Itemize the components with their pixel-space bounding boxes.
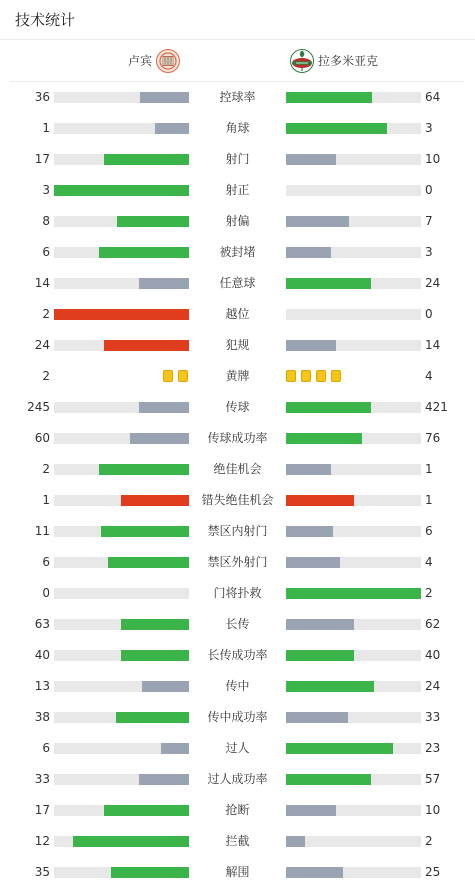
away-stat-bar [286, 247, 421, 258]
home-stat-value: 63 [34, 617, 50, 631]
home-stat-value: 14 [34, 276, 50, 290]
stat-row [0, 609, 475, 640]
home-stat-bar [54, 526, 189, 537]
away-stat-value: 10 [425, 152, 441, 166]
stat-row [0, 237, 475, 268]
home-stat-value: 12 [34, 834, 50, 848]
stat-row [0, 392, 475, 423]
stat-row [0, 299, 475, 330]
home-stat-bar [54, 836, 189, 847]
away-stat-value: 1 [425, 493, 433, 507]
home-stat-value: 40 [34, 648, 50, 662]
home-stat-value: 1 [42, 121, 50, 135]
home-stat-bar [54, 681, 189, 692]
stat-row [0, 113, 475, 144]
away-stat-value: 14 [425, 338, 441, 352]
stat-row [0, 330, 475, 361]
home-stat-bar [54, 278, 189, 289]
home-stat-bar [54, 216, 189, 227]
stat-row [0, 454, 475, 485]
home-stat-value: 11 [34, 524, 50, 538]
stat-label: 解围 [225, 865, 250, 879]
stat-label: 角球 [225, 121, 250, 135]
stat-label: 传球 [225, 400, 250, 414]
home-stat-value: 33 [34, 772, 50, 786]
home-stat-value: 3 [42, 183, 50, 197]
home-stat-value: 13 [34, 679, 50, 693]
stat-row [0, 640, 475, 671]
stat-label: 抢断 [225, 803, 250, 817]
home-stat-bar-fill [73, 836, 189, 847]
away-stat-bar [286, 216, 421, 227]
home-stat-bar [54, 774, 189, 785]
home-team[interactable] [128, 40, 180, 81]
yellow-card-icon [163, 370, 173, 382]
home-stat-bar [54, 743, 189, 754]
home-stat-value: 1 [42, 493, 50, 507]
away-stat-bar [286, 92, 421, 103]
away-stat-bar [286, 681, 421, 692]
away-stat-bar [286, 433, 421, 444]
away-stat-bar-fill [286, 433, 362, 444]
home-stat-bar [54, 557, 189, 568]
home-stat-bar-fill [139, 278, 189, 289]
away-stat-value: 2 [425, 834, 433, 848]
away-stat-bar [286, 743, 421, 754]
away-stat-value: 3 [425, 245, 433, 259]
stat-label: 过人 [225, 741, 250, 755]
home-stat-bar-fill [54, 309, 189, 320]
away-stat-bar-fill [286, 836, 305, 847]
home-stat-bar-fill [116, 712, 189, 723]
away-stat-bar [286, 495, 421, 506]
yellow-card-icon [178, 370, 188, 382]
stat-row [0, 702, 475, 733]
away-stat-value: 10 [425, 803, 441, 817]
away-stat-bar [286, 123, 421, 134]
yellow-card-icon [316, 370, 326, 382]
home-team-name[interactable]: 卢宾 [127, 54, 152, 68]
yellow-card-icon [286, 370, 296, 382]
home-stat-bar-fill [161, 743, 189, 754]
away-stat-bar-fill [286, 402, 371, 413]
home-stat-bar-fill [111, 867, 189, 878]
away-stat-bar-fill [286, 216, 349, 227]
home-stat-bar-fill [54, 185, 189, 196]
home-stat-value: 6 [42, 555, 50, 569]
away-stat-value: 24 [425, 679, 441, 693]
away-stat-bar-fill [286, 650, 354, 661]
away-stat-bar-fill [286, 712, 348, 723]
home-stat-bar [54, 247, 189, 258]
home-stat-value: 36 [34, 90, 50, 104]
home-stat-bar [54, 805, 189, 816]
home-stat-bar-fill [121, 619, 189, 630]
away-stat-bar [286, 154, 421, 165]
home-stat-value: 2 [42, 369, 50, 383]
stat-row [0, 144, 475, 175]
away-stat-bar-fill [286, 278, 371, 289]
home-stat-value: 0 [42, 586, 50, 600]
stat-label: 越位 [225, 307, 250, 321]
away-stat-value: 40 [425, 648, 441, 662]
away-stat-value: 3 [425, 121, 433, 135]
stat-label: 拦截 [225, 834, 250, 848]
home-stat-bar-fill [104, 340, 189, 351]
stat-label: 射正 [225, 183, 250, 197]
away-stat-value: 24 [425, 276, 441, 290]
stat-row [0, 733, 475, 764]
stat-label: 长传 [225, 617, 250, 631]
stat-row [0, 578, 475, 609]
home-stat-bar [54, 712, 189, 723]
away-stat-value: 6 [425, 524, 433, 538]
home-stat-bar-fill [108, 557, 189, 568]
home-stat-bar-fill [130, 433, 189, 444]
home-stat-bar-fill [155, 123, 189, 134]
stat-label: 传球成功率 [207, 431, 268, 445]
stat-row [0, 764, 475, 795]
away-stat-bar-fill [286, 495, 354, 506]
away-team-name[interactable]: 拉多米亚克 [318, 54, 379, 68]
away-stat-value: 23 [425, 741, 441, 755]
stat-row [0, 82, 475, 113]
home-stat-value: 17 [34, 803, 50, 817]
home-stat-bar [54, 123, 189, 134]
stat-label: 长传成功率 [207, 648, 268, 662]
stat-label: 射偏 [225, 214, 250, 228]
away-stat-value: 0 [425, 307, 433, 321]
stat-label: 被封堵 [219, 245, 256, 259]
home-stat-bar-fill [99, 247, 189, 258]
away-team[interactable] [290, 40, 378, 81]
stat-label: 传中 [225, 679, 250, 693]
away-stat-bar-fill [286, 619, 354, 630]
home-stat-bar [54, 464, 189, 475]
away-stat-bar-fill [286, 123, 387, 134]
stat-label: 射门 [225, 152, 250, 166]
away-stat-bar [286, 867, 421, 878]
away-stat-bar [286, 402, 421, 413]
stat-label: 绝佳机会 [213, 462, 262, 476]
home-stat-value: 6 [42, 245, 50, 259]
yellow-card-icon [301, 370, 311, 382]
team-header-row [10, 40, 465, 82]
home-stat-bar [54, 92, 189, 103]
home-stat-bar-fill [104, 154, 189, 165]
away-stat-value: 421 [425, 400, 448, 414]
home-stat-value: 17 [34, 152, 50, 166]
away-stat-value: 64 [425, 90, 441, 104]
home-stat-bar-fill [101, 526, 189, 537]
away-stat-value: 2 [425, 586, 433, 600]
away-stat-bar-fill [286, 867, 343, 878]
stat-label: 禁区内射门 [207, 524, 268, 538]
radomiak-crest-icon [290, 49, 314, 73]
home-stat-bar [54, 619, 189, 630]
away-stat-value: 7 [425, 214, 433, 228]
stat-row [0, 361, 475, 392]
stat-label: 传中成功率 [207, 710, 268, 724]
stat-row [0, 671, 475, 702]
home-stat-value: 8 [42, 214, 50, 228]
away-stat-bar-fill [286, 805, 336, 816]
home-stat-bar-fill [142, 681, 189, 692]
home-stat-bar-fill [99, 464, 189, 475]
away-stat-bar [286, 526, 421, 537]
stat-label: 任意球 [219, 276, 256, 290]
stat-label: 错失绝佳机会 [201, 493, 274, 507]
away-stat-bar [286, 309, 421, 320]
away-stat-value: 1 [425, 462, 433, 476]
stat-label: 禁区外射门 [207, 555, 268, 569]
home-stat-bar [54, 588, 189, 599]
away-stat-value: 4 [425, 369, 433, 383]
away-stat-bar-fill [286, 557, 340, 568]
stat-row [0, 516, 475, 547]
stat-row [0, 268, 475, 299]
away-stat-bar-fill [286, 154, 336, 165]
home-stat-value: 24 [34, 338, 50, 352]
home-stat-value: 38 [34, 710, 50, 724]
yellow-card-icon [331, 370, 341, 382]
stat-label: 控球率 [219, 90, 256, 104]
away-stat-bar [286, 774, 421, 785]
away-stat-bar [286, 557, 421, 568]
away-stat-value: 0 [425, 183, 433, 197]
away-stat-value: 76 [425, 431, 441, 445]
away-stat-bar [286, 185, 421, 196]
away-stat-bar [286, 278, 421, 289]
stat-row [0, 485, 475, 516]
away-stat-bar-fill [286, 588, 421, 599]
stats-header [0, 0, 475, 40]
stat-label: 过人成功率 [207, 772, 268, 786]
home-stat-bar [54, 185, 189, 196]
away-stat-bar [286, 836, 421, 847]
home-stat-value: 2 [42, 307, 50, 321]
away-stat-bar [286, 805, 421, 816]
away-stat-bar [286, 340, 421, 351]
stat-row [0, 857, 475, 888]
home-stat-bar-fill [104, 805, 189, 816]
away-stat-bar-fill [286, 92, 372, 103]
home-stat-value: 6 [42, 741, 50, 755]
away-stat-value: 62 [425, 617, 441, 631]
away-stat-bar-fill [286, 247, 331, 258]
stats-list [0, 82, 475, 888]
stat-row [0, 206, 475, 237]
stat-label: 黄牌 [225, 369, 250, 383]
stat-row [0, 547, 475, 578]
away-stat-value: 57 [425, 772, 441, 786]
home-stat-bar-fill [139, 402, 189, 413]
home-stat-bar [54, 340, 189, 351]
away-stat-bar [286, 464, 421, 475]
home-stat-value: 245 [27, 400, 50, 414]
away-stat-bar-fill [286, 681, 374, 692]
away-stat-bar-fill [286, 340, 336, 351]
away-stat-bar-fill [286, 464, 331, 475]
away-stat-value: 33 [425, 710, 441, 724]
away-stat-bar [286, 712, 421, 723]
away-stat-bar-fill [286, 774, 371, 785]
home-stat-bar [54, 402, 189, 413]
home-stat-bar-fill [140, 92, 189, 103]
home-stat-bar-fill [117, 216, 189, 227]
away-stat-bar [286, 650, 421, 661]
zaglebie-lubin-crest-icon [156, 49, 180, 73]
stat-row [0, 423, 475, 454]
home-stat-bar-fill [121, 650, 189, 661]
away-stat-value: 25 [425, 865, 441, 879]
away-stat-bar [286, 588, 421, 599]
home-stat-bar [54, 433, 189, 444]
home-stat-bar-fill [139, 774, 189, 785]
home-stat-bar-fill [121, 495, 189, 506]
stat-row [0, 795, 475, 826]
stat-label: 犯规 [225, 338, 250, 352]
home-stat-value: 60 [34, 431, 50, 445]
home-stat-bar [54, 650, 189, 661]
home-stat-bar [54, 495, 189, 506]
stat-row [0, 826, 475, 857]
stat-label: 门将扑救 [213, 586, 262, 600]
home-stat-bar [54, 867, 189, 878]
away-stat-bar [286, 619, 421, 630]
home-stat-value: 2 [42, 462, 50, 476]
page-title: 技术统计 [15, 11, 76, 29]
away-stat-value: 4 [425, 555, 433, 569]
home-stat-bar [54, 309, 189, 320]
home-stat-bar [54, 154, 189, 165]
away-stat-bar-fill [286, 526, 333, 537]
away-stat-bar-fill [286, 743, 393, 754]
home-stat-value: 35 [34, 865, 50, 879]
stat-row [0, 175, 475, 206]
